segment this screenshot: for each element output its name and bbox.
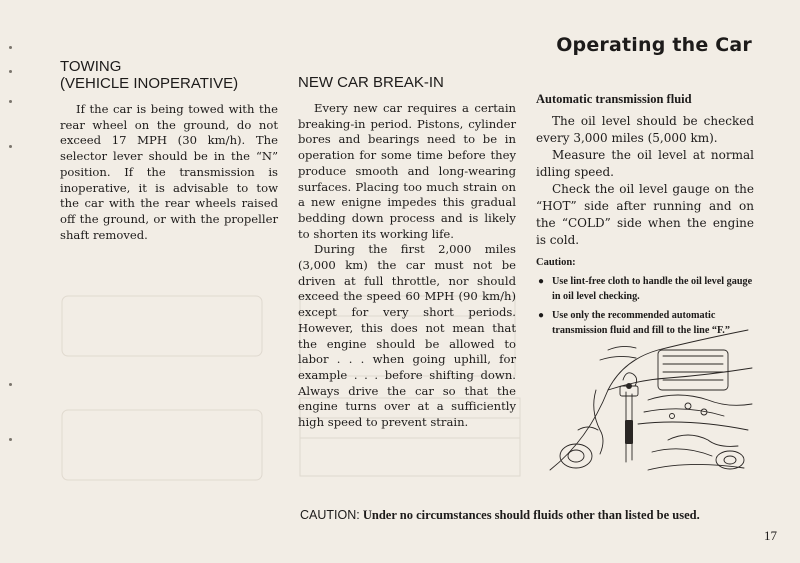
towing-heading-text: TOWING (VEHICLE INOPERATIVE) bbox=[60, 58, 239, 92]
transmission-paragraph: Check the oil level gauge on the “HOT” side after running and on the “COLD” side when the engine is cold. bbox=[536, 182, 754, 247]
break-in-paragraph: Every new car requires a certain breaking-in period. Pistons, cylinder bores and bearings need to be in operation for some time before they produce smooth and long-wearing surfaces. Placing too much strain on a new enigne impedes this gradual bedding down process and is likely to shorten its working life. bbox=[298, 101, 516, 241]
towing-body: If the car is being towed with the rear wheel on the ground, do not exceed 17 MPH (30 km/h). The selector lever should be in the “N” position. If the transmission is inoperative, it is advisable to tow the car with the rear wheels raised off the ground, or with the propeller shaft removed. bbox=[60, 102, 278, 242]
transmission-fluid-section bbox=[536, 92, 754, 342]
break-in-section bbox=[298, 74, 516, 431]
caution-item-text: Use lint-free cloth to handle the oil level gauge in oil level checking. bbox=[552, 276, 753, 302]
bottom-caution-text: Under no circumstances should fluids other than listed be used. bbox=[362, 508, 700, 522]
engine-bay-illustration bbox=[548, 320, 754, 478]
transmission-fluid-heading: Automatic transmission fluid bbox=[536, 92, 692, 106]
bottom-caution-label: CAUTION: bbox=[300, 508, 360, 522]
transmission-paragraph: The oil level should be checked every 3,000 miles (5,000 km). bbox=[536, 114, 754, 145]
bullet-icon: ● bbox=[538, 310, 545, 321]
caution-item bbox=[536, 274, 754, 304]
break-in-paragraph: During the first 2,000 miles (3,000 km) the car must not be driven at full throttle, nor should exceed the speed 60 MPH (90 km/h) except for very short periods. However, this does not mean that the engine should be allowed to labor . . . when going uphill, for example . . . before shifting down. Always drive the car so that the engine turns over at a sufficiently high speed to prevent strain. bbox=[298, 242, 516, 430]
caution-label: Caution: bbox=[536, 257, 576, 268]
transmission-paragraph: Measure the oil level at normal idling speed. bbox=[536, 148, 754, 179]
caution-item-text: Use only the recommended automatic transmission fluid and fill to the line “F.” bbox=[552, 310, 730, 336]
break-in-heading: NEW CAR BREAK-IN bbox=[298, 74, 444, 91]
page-number: 17 bbox=[764, 528, 777, 543]
bottom-caution bbox=[300, 508, 700, 523]
bullet-icon: ● bbox=[538, 276, 545, 287]
page-header-title: Operating the Car bbox=[556, 34, 752, 56]
towing-section bbox=[60, 58, 278, 243]
towing-heading bbox=[60, 58, 278, 92]
